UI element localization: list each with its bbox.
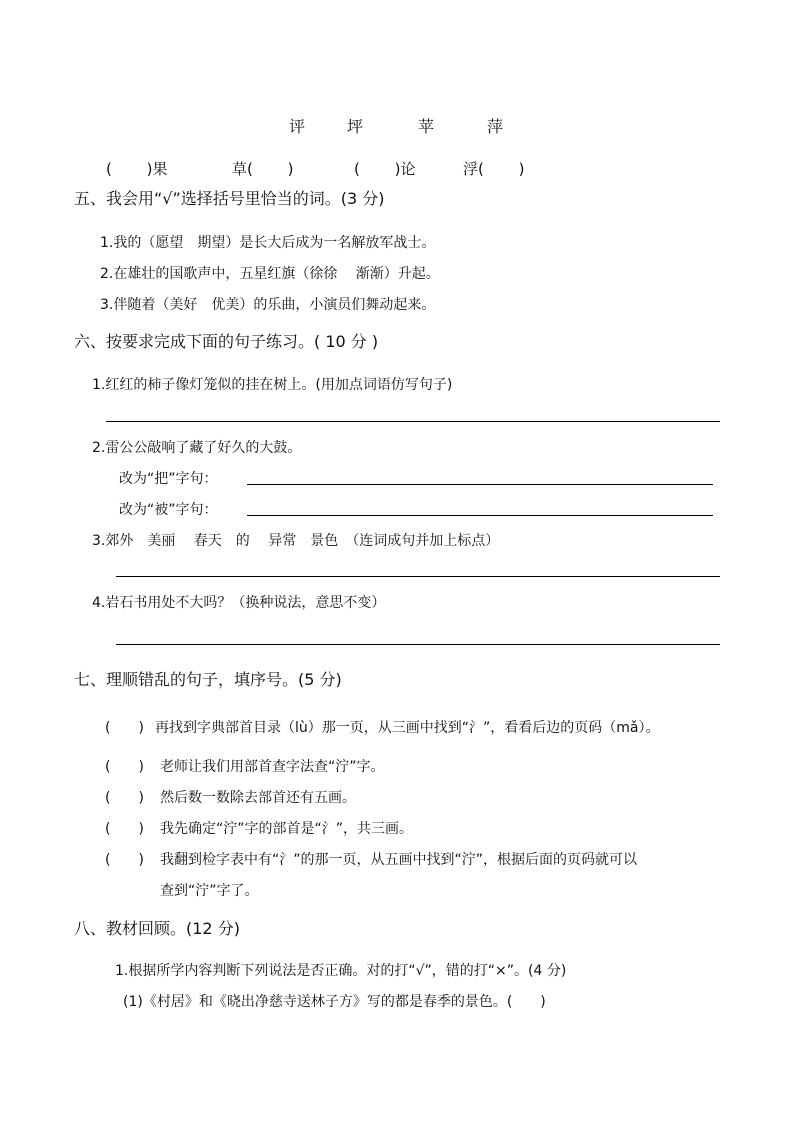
section-5-item-3: 3.伴随着（美好 优美）的乐曲，小演员们舞动起来。 bbox=[100, 297, 436, 313]
answer-line-q4[interactable] bbox=[116, 644, 720, 645]
char-3: 苹 bbox=[418, 117, 435, 136]
char-2: 坪 bbox=[347, 117, 364, 136]
fill-blank-2[interactable]: 草( ) bbox=[232, 160, 294, 178]
answer-line-q3[interactable] bbox=[116, 576, 720, 577]
section-6-q2-bei: 改为“被”字句： bbox=[119, 502, 218, 518]
answer-line-q1[interactable] bbox=[106, 421, 720, 422]
order-item-1: 再找到字典部首目录（lù）那一页，从三画中找到“氵”，看看后边的页码（mǎ）。 bbox=[155, 720, 660, 736]
order-item-4: 我先确定“泞”字的部首是“氵”，共三画。 bbox=[160, 821, 414, 837]
fill-blank-3[interactable]: ( )论 bbox=[354, 160, 416, 178]
section-6-q4: 4.岩石书用处不大吗？（换种说法，意思不变） bbox=[92, 595, 386, 611]
fill-blank-1[interactable]: ( )果 bbox=[106, 160, 168, 178]
order-paren-2[interactable]: ( ) bbox=[105, 759, 144, 775]
section-5-title: 五、我会用“√”选择括号里恰当的词。(3 分) bbox=[74, 189, 385, 208]
section-6-q3: 3.郊外 美丽 春天 的 异常 景色 （连词成句并加上标点） bbox=[92, 533, 500, 549]
char-4: 萍 bbox=[487, 117, 504, 136]
order-paren-5[interactable]: ( ) bbox=[105, 852, 144, 868]
order-paren-4[interactable]: ( ) bbox=[105, 821, 144, 837]
section-5-item-2: 2.在雄壮的国歌声中，五星红旗（徐徐 渐渐）升起。 bbox=[100, 266, 440, 282]
order-paren-1[interactable]: ( ) bbox=[105, 720, 144, 736]
fill-blank-4[interactable]: 浮( ) bbox=[463, 160, 525, 178]
answer-line-q2b[interactable] bbox=[247, 515, 713, 516]
order-item-5-cont: 查到“泞”字了。 bbox=[160, 883, 259, 899]
section-6-q1: 1.红红的柿子像灯笼似的挂在树上。(用加点词语仿写句子) bbox=[92, 377, 453, 393]
order-item-5: 我翻到检字表中有“氵”的那一页，从五画中找到“泞”，根据后面的页码就可以 bbox=[160, 852, 638, 868]
section-6-q2: 2.雷公公敲响了藏了好久的大鼓。 bbox=[92, 440, 302, 456]
section-7-title: 七、理顺错乱的句子，填序号。(5 分) bbox=[74, 670, 342, 689]
section-8-q1-1: (1)《村居》和《晓出净慈寺送林子方》写的都是春季的景色。( ) bbox=[123, 994, 546, 1010]
section-8-q1: 1.根据所学内容判断下列说法是否正确。对的打“√”，错的打“×”。(4 分) bbox=[115, 963, 567, 979]
order-item-3: 然后数一数除去部首还有五画。 bbox=[160, 790, 356, 806]
answer-line-q2a[interactable] bbox=[247, 484, 713, 485]
section-8-title: 八、教材回顾。(12 分) bbox=[74, 919, 240, 938]
char-1: 评 bbox=[289, 117, 306, 136]
section-5-item-1: 1.我的（愿望 期望）是长大后成为一名解放军战士。 bbox=[100, 235, 436, 251]
order-item-2: 老师让我们用部首查字法查“泞”字。 bbox=[160, 759, 385, 775]
section-6-title: 六、按要求完成下面的句子练习。( 10 分 ) bbox=[74, 332, 379, 351]
section-6-q2-ba: 改为“把”字句： bbox=[119, 471, 218, 487]
order-paren-3[interactable]: ( ) bbox=[105, 790, 144, 806]
